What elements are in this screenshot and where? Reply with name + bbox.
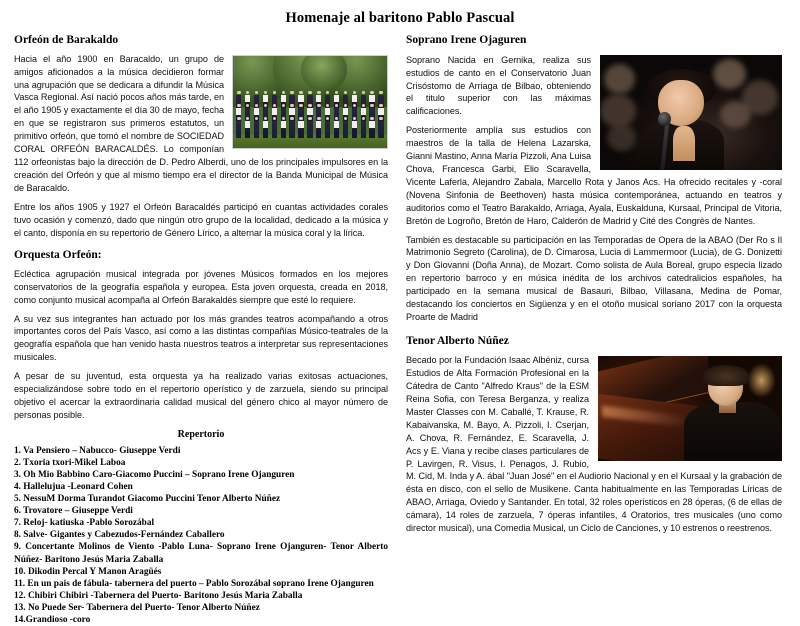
- photo-blurred-audience: [713, 59, 746, 89]
- orquesta-paragraph-3: A pesar de su juventud, esta orquesta ya ha realizado varias exitosas actuaciones, especializándose sobre todo en el repertorio operístico y de zarzuela, siendo su principal objetivo el acercar la extraordinaria calidad musical del género chico al mayor número de personas posible.: [14, 371, 388, 420]
- list-item: 13. No Puede Ser- Tabernera del Puerto- Tenor Alberto Núñez: [14, 602, 260, 613]
- choir-member: [378, 117, 384, 138]
- list-item: 14.Grandioso -coro: [14, 614, 91, 625]
- photo-subject-neckline: [673, 126, 695, 161]
- photo-blurred-audience: [604, 64, 635, 94]
- choir-member: [307, 117, 313, 138]
- soprano-paragraph-2: Posteriormente amplía sus estudios con maestros de la talla de Helena Lazarska, Gianni Mastino, Anna María Pizzoli, Ana Luisa Chova, Francesca Garbi, Elio Scaravella, Vicente Laferla, Alejandro Zabala, Marcello Rota y Janos Acs. Ha ofrecido recitales y -coral (Novena Sinfonia de Beethoven) hasta música contemporánea, actuando en teatros y auditorios como el Teatro Barakaldo, Arriaga, Ayala, Euskalduna, Kursaal, Principal de Vitoria, Bretón de Logroño, Bretón de Haro, Calderón de Madrid y Cité des Congrès de Nantes.: [406, 125, 782, 226]
- section-heading-orfeon: Orfeón de Barakaldo: [14, 34, 119, 47]
- list-item: 10. Dikodin Percal Y Manon Aragüés: [14, 566, 162, 577]
- choir-member: [272, 117, 278, 138]
- orfeon-paragraph-1: Hacia el año 1900 en Baracaldo, un grupo de amigos aficionados a la música decidieron formar una agrupación que se dedicara a difundir la Música Vasca Regional. Así nació pocos años más tarde, en el año 1905 y exactamente el día 30 de mayo, fecha en que se registraron sus primeros estatutos, un primitivo orfeón, que tomó el nombre de SOCIEDAD CORAL ORFEÓN BARACALDÉS. Lo componían 112 orfeonistas bajo la dirección de D. Pedro Alberdi, uno de los principales impulsores en la creación del Orfeón y que al mismo tiempo era el director de la Banda Municipal de Música de Baracaldo.: [14, 53, 388, 193]
- soprano-paragraph-3: También es destacable su participación en las Temporadas de Opera de la ABAO (Der Ro s Il Matrimonio Segreto (Carolina), de D. Cimarosa, Lucia di Lammermoor (Lucia), de G. Donizetti y Don Giovanni (Doña Anna), de Mozart. Como solista de Aula Boreal, grupo especia lizado en repertorio barroco y en música inédita de los archivos catedralicios españoles, ha participado en la semana musical de Basauri, Bilbao, Villasana, Medina de Pomar, destacando los conciertos en Sigüenza y en el otoño musical soriano 2017 con la orquesta Proarte de Madrid: [406, 234, 782, 322]
- orquesta-paragraph-2: A su vez sus integrantes han actuado por los más grandes teatros acompañando a otros importantes coros del País Vasco, así como a las distintas compañías Músico-teatrales de la geografía española que han venido hasta nuestros teatros a interpretar sus representaciones musicales.: [14, 313, 388, 363]
- orfeon-paragraph-2: Entre los años 1905 y 1927 el Orfeón Baracaldés participó en cuantas actividades corales tuvo ocasión y comenzó, dado que ningún otro grupo de la localidad, dedicado a la música y el canto, disponía en su repertorio de Género Lírico, a alternar la música coral y la lírica.: [14, 201, 388, 238]
- repertoire-list: [14, 445, 388, 626]
- list-item: 12. Chibiri Chibiri -Tabernera del Puerto- Baritono Jesús Maria Zaballa: [14, 590, 303, 601]
- list-item: 5. NessuM Dorma Turandot Giacomo Puccini Tenor Alberto Núñez: [14, 494, 281, 505]
- choir-member: [236, 117, 242, 138]
- orquesta-paragraph-1: Ecléctica agrupación musical integrada por jóvenes Músicos formados en los mejores conservatorios de la geografía española y europea. Esta joven orquesta, creada en 2018, como conjunto musical acompaña al Orfeón Barakaldés siempre que esté lo requiere.: [14, 268, 388, 305]
- list-item: 6. Trovatore – Giuseppe Verdi: [14, 506, 133, 517]
- photo-choir-rows: [236, 91, 384, 137]
- choir-member: [281, 117, 287, 138]
- choir-member: [325, 117, 331, 138]
- tenor-paragraph-1: Becado por la Fundación Isaac Albéniz, cursa Estudios de Alta Formación Profesional en la Cátedra de Canto "Alfredo Kraus" de la ESM Reina Sofia, con Teresa Berganza, y realiza Master Classes con M. Caballé, T. Krause, R. Kabaivanska, M. Bayo, A. Pizzoli, I. Cserjan, A. Chova, R. Fernández, E. Scaravella, J. Acs y E. Viana y recibe clases particulares de P. Lavirgen, R. Visus, I. Penagos, J. Rubio, M. Cid, M. Inda y A. ábal "Juan José" en el Audiorio Nacional y en el Kursaal y la grabación de ésta en disco, con el sello de Musikene. Canta habitualmente en las Temporadas Líricas de ABAO, Arriaga, Oviedo y Santander. En total, 32 roles operisticos en 28 óperas, (6 de ellas de cámara), 14 roles de zarzuela, 7 óperas infantiles, 4 Oratorios, tres musicales (uno como director musical), una Comedia Musical, un Ciclo de Canciones, y 10 estrenos o reestrenos.: [406, 355, 782, 534]
- list-item: 4. Hallelujua -Leonard Cohen: [14, 482, 133, 493]
- list-item: 1. Va Pensiero – Nabucco- Giuseppe Verdi: [14, 445, 181, 456]
- two-column-layout: [0, 33, 800, 626]
- choir-member: [254, 117, 260, 138]
- choir-member: [369, 117, 375, 138]
- tenor-portrait-photo: [598, 356, 782, 461]
- section-heading-soprano: Soprano Irene Ojaguren: [406, 34, 527, 47]
- left-column: [0, 33, 392, 626]
- choir-member: [352, 117, 358, 138]
- list-item: 9. Concertante Molinos de Viento -Pablo Luna- Soprano Irene Ojanguren- Tenor Alberto Núñez- Baritono Jesús Maria Zaballa: [14, 542, 388, 565]
- right-column: [392, 33, 800, 626]
- choir-member: [316, 117, 322, 138]
- choir-member: [343, 117, 349, 138]
- choir-member: [263, 117, 269, 138]
- section-heading-tenor: Tenor Alberto Núñez: [406, 334, 509, 347]
- soprano-paragraph-1: Soprano Nacida en Gernika, realiza sus estudios de canto en el Conservatorio Juan Crisóstomo de Arriaga de Bilbao, obteniendo el titulo superior con las máximas calificaciones.: [406, 54, 591, 117]
- soprano-portrait-photo: [600, 55, 782, 170]
- page-title: Homenaje al baritono Pablo Pascual: [285, 10, 515, 26]
- list-item: 7. Reloj- katiuska -Pablo Sorozábal: [14, 518, 155, 529]
- microphone-icon: [658, 112, 671, 126]
- photo-warm-light: [747, 363, 776, 399]
- list-item: 8. Salve- Gigantes y Cabezudos-Fernández Caballero: [14, 530, 225, 541]
- choir-member: [298, 117, 304, 138]
- list-item: 11. En un pais de fábula- tabernera del puerto – Pablo Sorozábal soprano Irene Ojanguren: [14, 578, 374, 589]
- list-item: 3. Oh Mio Babbino Caro-Giacomo Puccini – Soprano Irene Ojanguren: [14, 469, 295, 480]
- choir-member: [334, 117, 340, 138]
- photo-subject-hair: [703, 365, 749, 386]
- choir-member: [361, 117, 367, 138]
- choir-group-photo: [232, 55, 388, 149]
- choir-member: [245, 117, 251, 138]
- choir-member: [289, 117, 295, 138]
- section-heading-orquesta: Orquesta Orfeón:: [14, 249, 102, 262]
- list-item: 2. Txoria txori-Mikel Laboa: [14, 457, 126, 468]
- repertoire-title: Repertorio: [177, 428, 225, 440]
